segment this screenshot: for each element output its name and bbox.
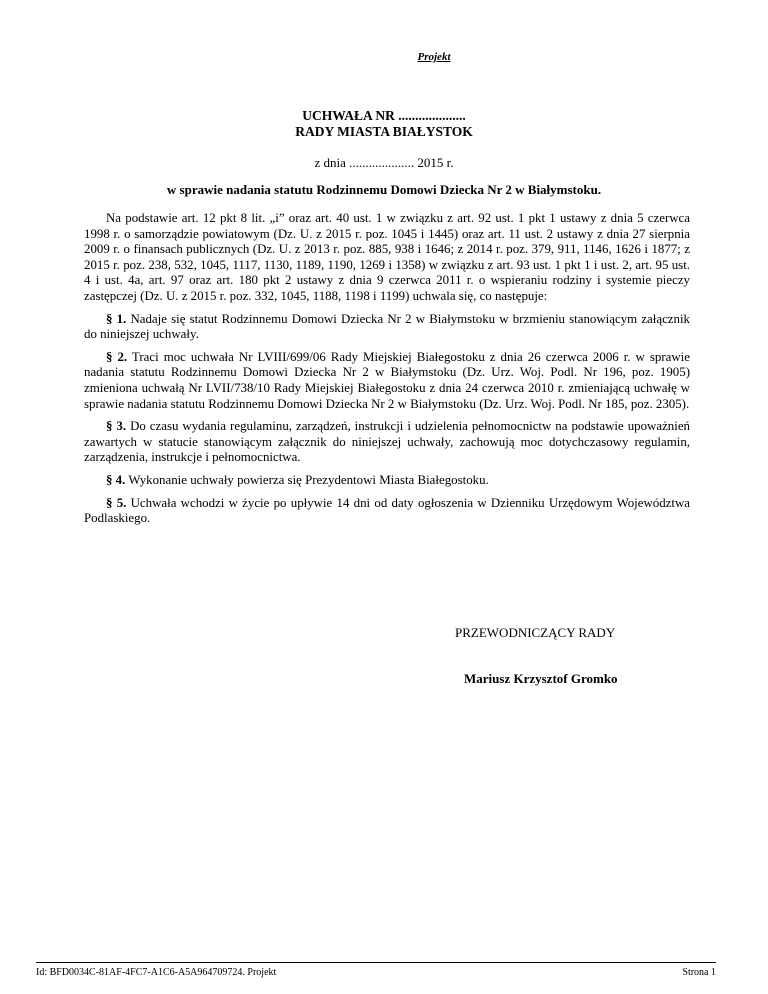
paragraph-text: Traci moc uchwała Nr LVIII/699/06 Rady Miejskiej Białegostoku z dnia 26 czerwca 2006 r. w sprawie nadania statutu Rodzinnemu Domowi Dziecka Nr 2 w Białymstoku (Dz. Urz. Woj. Podl. Nr 196, poz. 1905) zmieniona uchwałą Nr LVII/738/10 Rady Miejskiej Białegostoku z dnia 24 czerwca 2010 r. zmieniającą uchwałę w sprawie nadania statutu Rodzinnemu Domowi Dziecka Nr 2 w Białymstoku (Dz. Urz. Woj. Podl. Nr 185, poz. 2305).: [84, 349, 690, 411]
title-line-2: RADY MIASTA BIAŁYSTOK: [295, 124, 473, 139]
title-line-1: UCHWAŁA NR ....................: [302, 108, 466, 123]
document-subject: w sprawie nadania statutu Rodzinnemu Domowi Dziecka Nr 2 w Białymstoku.: [166, 182, 602, 197]
paragraph-text: Do czasu wydania regulaminu, zarządzeń, instrukcji i udzielenia pełnomocnictw na podstawie upoważnień zawartych w statucie stanowiącym załącznik do niniejszej uchwały, zachowują moc dotychczasowy regulamin, zarządzenia, instrukcje i pełnomocnictwa.: [84, 419, 690, 465]
paragraph-text: Uchwała wchodzi w życie po upływie 14 dni od daty ogłoszenia w Dzienniku Urzędowym Województwa Podlaskiego.: [84, 495, 691, 526]
signature-name: Mariusz Krzysztof Gromko: [464, 671, 618, 686]
paragraph-number: § 5.: [106, 495, 127, 510]
signature-role: PRZEWODNICZĄCY RADY: [455, 625, 616, 640]
paragraph-number: § 1.: [106, 311, 127, 326]
paragraph-3: [84, 419, 690, 466]
paragraph-number: § 4.: [106, 472, 126, 487]
paragraph-text: Wykonanie uchwały powierza się Prezydentowi Miasta Białegostoku.: [125, 472, 489, 487]
paragraph-2: [84, 350, 690, 412]
document-title: [0, 108, 768, 140]
projekt-label: Projekt: [417, 51, 451, 63]
paragraph-number: § 3.: [106, 419, 127, 434]
footer-page-number: Strona 1: [682, 967, 716, 978]
paragraph-4: [84, 473, 690, 489]
paragraph-text: Nadaje się statut Rodzinnemu Domowi Dziecka Nr 2 w Białymstoku w brzmieniu stanowiącym załącznik do niniejszej uchwały.: [84, 311, 690, 342]
paragraph-5: [84, 496, 690, 527]
paragraph-number: § 2.: [106, 349, 128, 364]
document-date: z dnia .................... 2015 r.: [314, 155, 454, 170]
footer-document-id: Id: BFD0034C-81AF-4FC7-A1C6-A5A964709724. Projekt: [36, 967, 277, 978]
document-body: [84, 211, 690, 534]
footer-divider: [36, 962, 716, 963]
preamble: Na podstawie art. 12 pkt 8 lit. „i” oraz art. 40 ust. 1 w związku z art. 92 ust. 1 pkt 1 ustawy z dnia 5 czerwca 1998 r. o samorządzie powiatowym (Dz. U. z 2015 r. poz. 1045 i 1445) oraz art. 11 ust. 2 ustawy z dnia 27 sierpnia 2009 r. o finansach publicznych (Dz. U. z 2013 r. poz. 885, 938 i 1646; z 2014 r. poz. 379, 911, 1146, 1626 i 1877; z 2015 r. poz. 238, 532, 1045, 1117, 1130, 1189, 1190, 1269 i 1358) w związku z art. 93 ust. 1 pkt 1 i ust. 2, art. 95 ust. 4 i ust. 4a, art. 97 oraz art. 180 pkt 2 ustawy z dnia 9 czerwca 2011 r. o wspieraniu rodziny i systemie pieczy zastępczej (Dz. U. z 2015 r. poz. 332, 1045, 1188, 1198 i 1199) uchwala się, co następuje:: [84, 211, 690, 303]
paragraph-1: [84, 312, 690, 343]
